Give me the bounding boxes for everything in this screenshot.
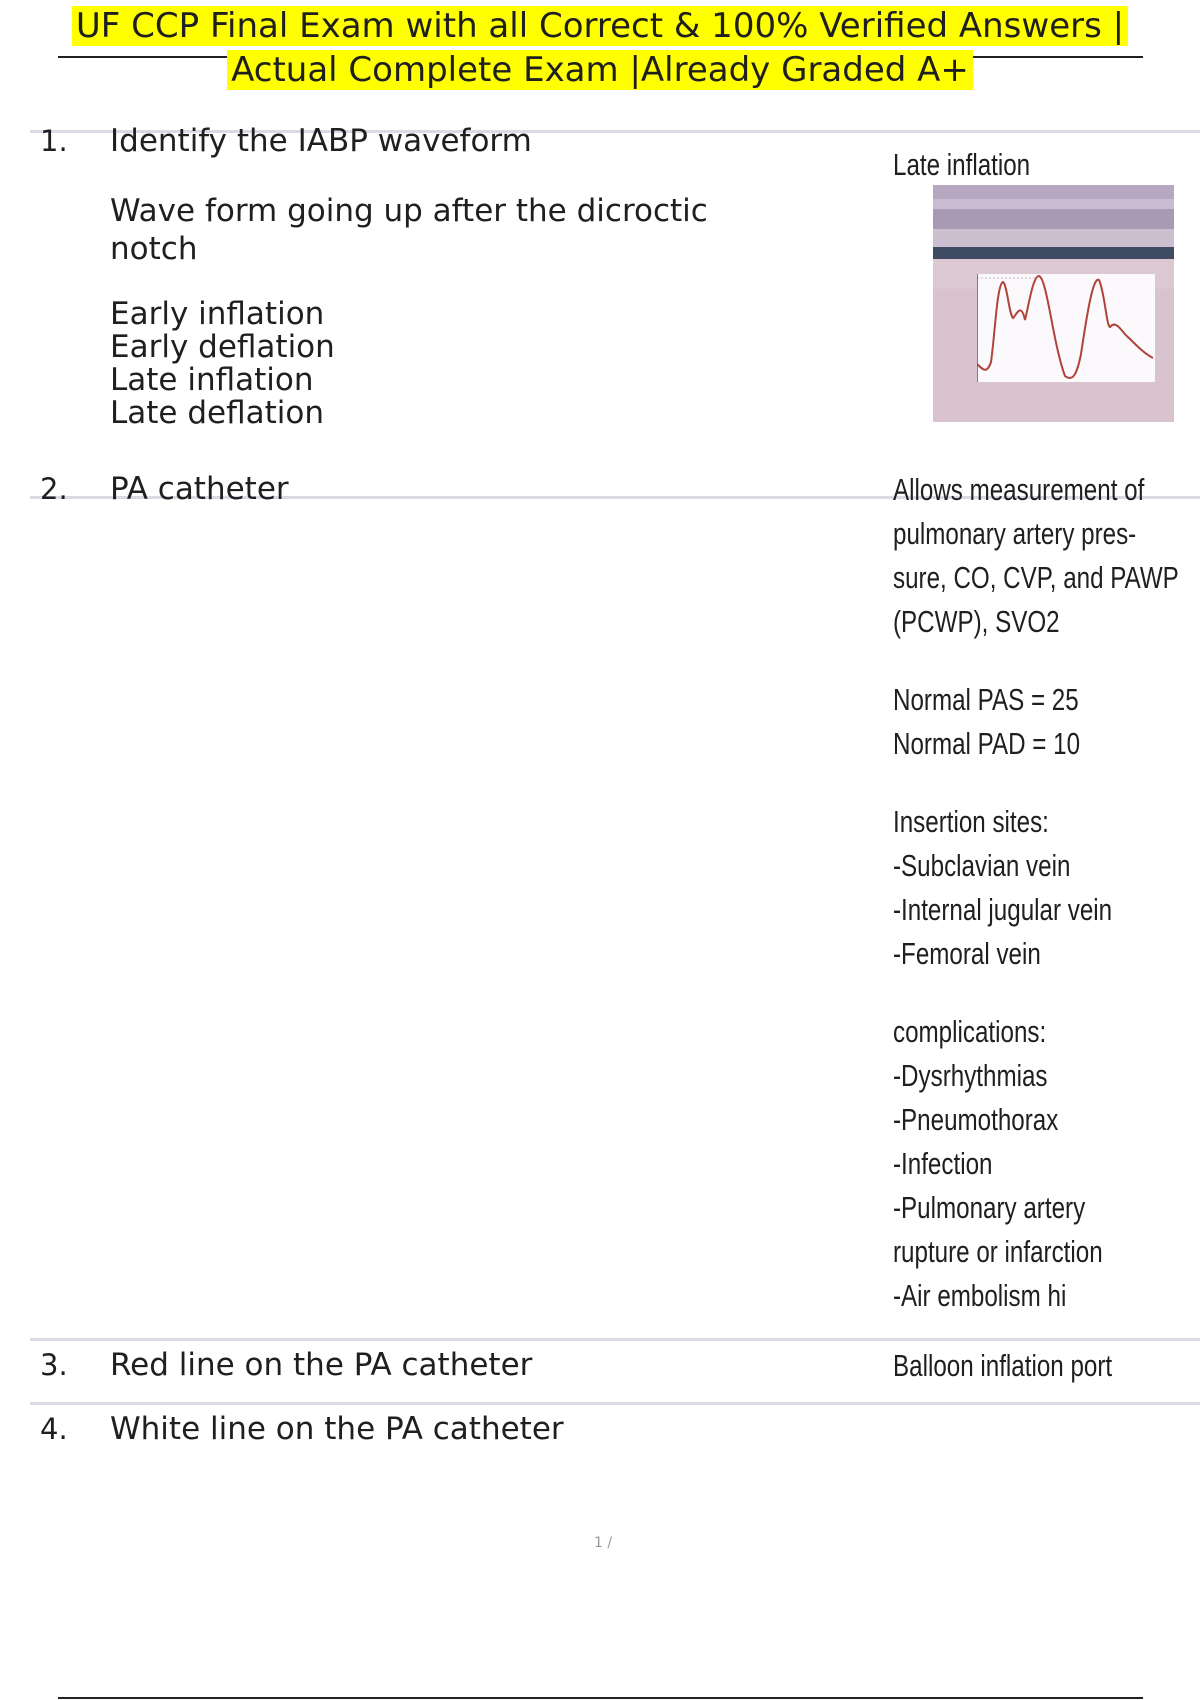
answer-line: -Internal jugular vein	[893, 892, 1113, 927]
row-divider	[30, 1338, 1200, 1341]
iabp-waveform-image	[933, 185, 1174, 422]
answer-line: -Air embolism hi	[893, 1278, 1067, 1313]
answer-line: Allows measurement of	[893, 472, 1145, 507]
answer-line: -Pneumothorax	[893, 1102, 1059, 1137]
question-text: PA catheter	[110, 471, 289, 507]
answer-line: -Femoral vein	[893, 936, 1041, 971]
item-number: 3.	[40, 1348, 68, 1382]
answer-line: -Pulmonary artery	[893, 1190, 1086, 1225]
answer-line: (PCWP), SVO2	[893, 604, 1060, 639]
question-text: White line on the PA catheter	[110, 1411, 564, 1447]
title-line-2: Actual Complete Exam |Already Graded A+	[227, 50, 973, 90]
option: Early inflation	[110, 296, 325, 332]
option: Early deflation	[110, 329, 335, 365]
answer-line: Normal PAD = 10	[893, 726, 1081, 761]
answer-line: -Subclavian vein	[893, 848, 1071, 883]
answer-text-block	[893, 468, 1179, 1318]
answer-line: -Infection	[893, 1146, 993, 1181]
document-title	[0, 4, 1200, 92]
answer-line: Normal PAS = 25	[893, 682, 1079, 717]
item-number: 2.	[40, 472, 68, 506]
answer-line: -Dysrhythmias	[893, 1058, 1048, 1093]
option: Late deflation	[110, 395, 325, 431]
page-number: 1 /	[594, 1535, 613, 1551]
answer-line: complications:	[893, 1014, 1047, 1049]
footer-rule	[58, 1697, 1143, 1699]
item-number: 1.	[40, 124, 68, 158]
answer-line: Insertion sites:	[893, 804, 1049, 839]
answer-line: rupture or infarction	[893, 1234, 1103, 1269]
question-text: Identify the IABP waveform	[110, 123, 532, 159]
title-line-1: UF CCP Final Exam with all Correct & 100% Verified Answers |	[72, 6, 1128, 46]
answer-text: Late inflation	[893, 147, 1031, 182]
item-number: 4.	[40, 1412, 68, 1446]
question-text: Red line on the PA catheter	[110, 1347, 533, 1383]
waveform-trace-panel	[977, 274, 1155, 382]
row-divider	[30, 1402, 1200, 1405]
question-prompt: Wave form going up after the dicroctic notch	[110, 193, 708, 267]
answer-text: Balloon inflation port	[893, 1348, 1113, 1383]
options-list	[110, 298, 335, 430]
option: Late inflation	[110, 362, 314, 398]
waveform-trace	[977, 274, 1155, 382]
answer-line: pulmonary artery pres-	[893, 516, 1137, 551]
answer-line: sure, CO, CVP, and PAWP	[893, 560, 1179, 595]
